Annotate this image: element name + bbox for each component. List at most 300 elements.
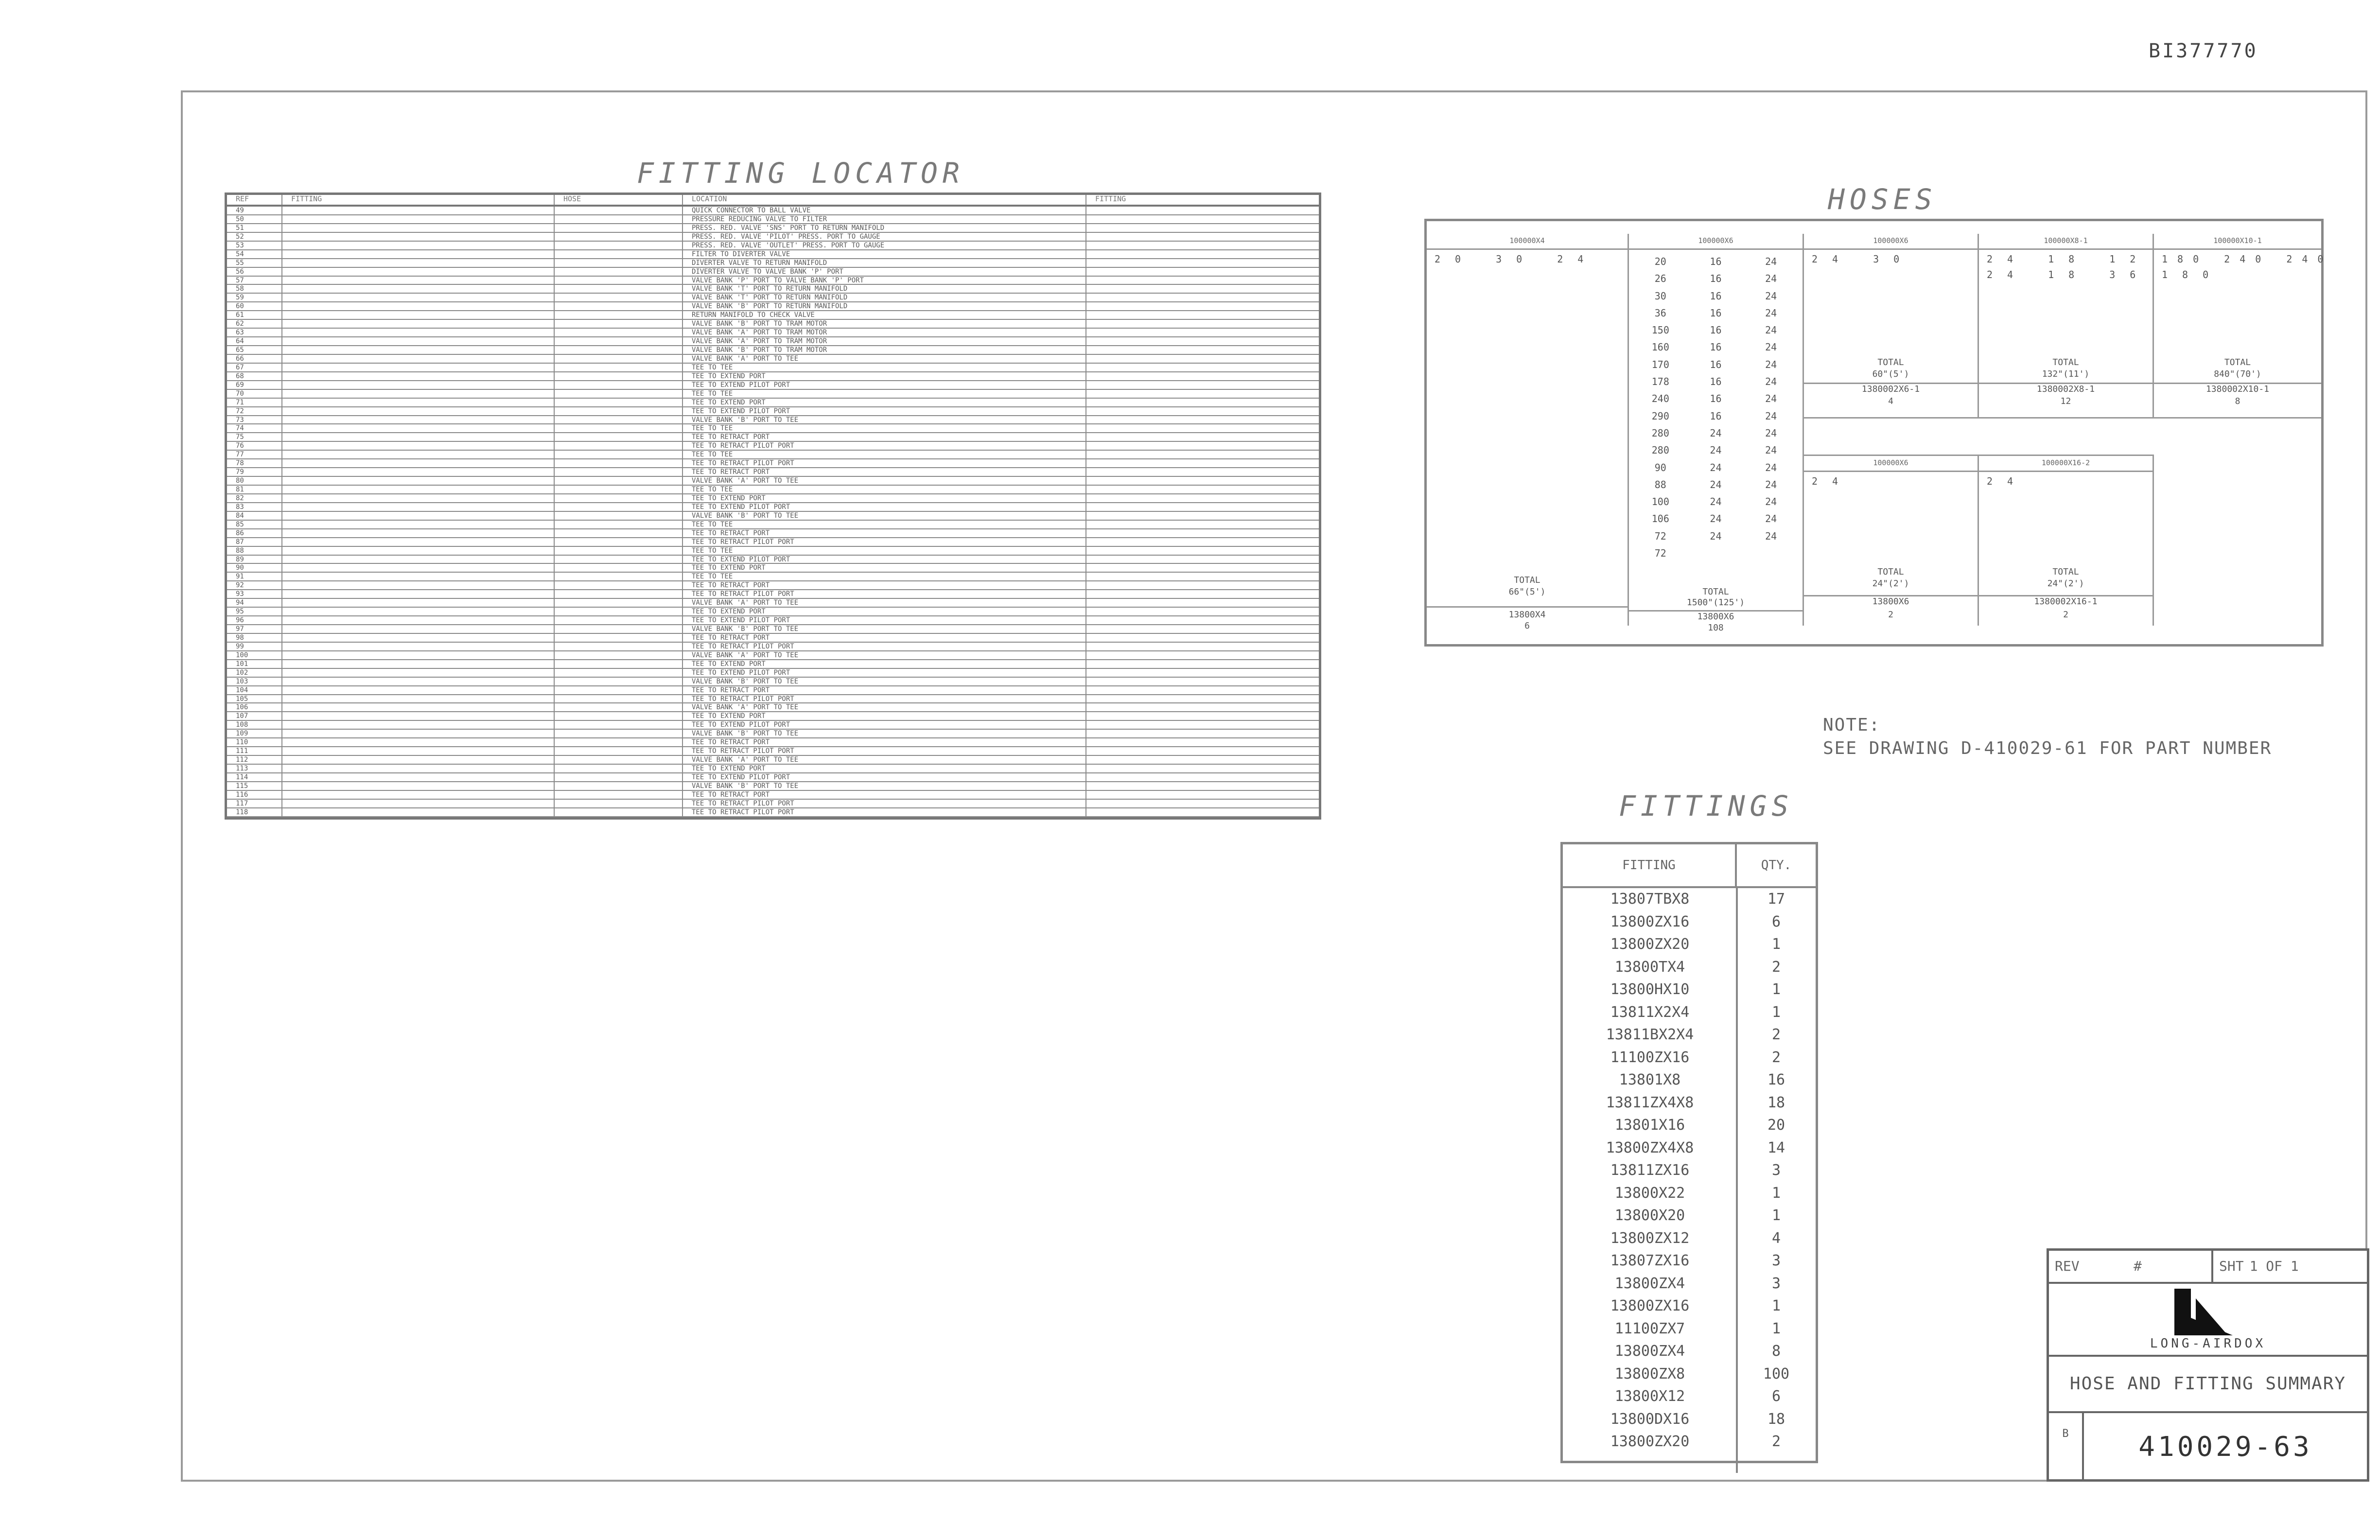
ref-cell: 60 [227, 302, 282, 310]
table-cell [555, 346, 683, 354]
hose-length-row [1633, 305, 1799, 322]
table-cell [555, 242, 683, 249]
location-cell: TEE TO RETRACT PILOT PORT [683, 643, 1086, 650]
table-cell [1086, 808, 1319, 816]
revision-row [2049, 1251, 2367, 1284]
table-cell [282, 372, 555, 380]
document-id: BI377770 [2149, 40, 2258, 62]
location-cell: VALVE BANK 'A' PORT TO TEE [683, 756, 1086, 764]
table-cell [282, 329, 555, 336]
hose-length-row [1633, 425, 1799, 442]
ref-cell: 98 [227, 634, 282, 642]
location-cell: PRESS. RED. VALVE 'PILOT' PRESS. PORT TO GAUGE [683, 233, 1086, 241]
table-row [227, 207, 1319, 215]
hose-length: 290 [1651, 410, 1669, 422]
table-row [227, 242, 1319, 250]
table-cell [1086, 695, 1319, 703]
fitting-part: 13811X2X4 [1610, 1003, 1690, 1021]
ref-cell: 104 [227, 686, 282, 694]
table-cell [1086, 721, 1319, 729]
ref-cell: 99 [227, 643, 282, 650]
table-cell [555, 660, 683, 668]
fitting-part: 13800TX4 [1614, 958, 1685, 976]
hose-length: 24 [1765, 444, 1777, 456]
table-cell [282, 468, 555, 476]
table-cell [1086, 416, 1319, 424]
location-cell: TEE TO RETRACT PILOT PORT [683, 442, 1086, 450]
fitting-qty: 6 [1771, 913, 1781, 930]
company-logo [2049, 1284, 2367, 1357]
table-cell [555, 669, 683, 677]
hose-length: 16 [1710, 341, 1722, 353]
fitting-part: 13800ZX16 [1610, 913, 1690, 930]
ref-cell: 110 [227, 738, 282, 746]
table-cell [282, 207, 555, 214]
ref-cell: 65 [227, 346, 282, 354]
hose-length: 16 [1710, 376, 1722, 388]
fitting-row [1563, 1227, 1816, 1250]
hose-length: 24 [1765, 410, 1777, 422]
fitting-row [1563, 1431, 1816, 1453]
table-row [227, 311, 1319, 320]
table-row [227, 695, 1319, 704]
fitting-qty: 100 [1763, 1365, 1790, 1382]
table-row [227, 372, 1319, 381]
hose-length-row [1633, 459, 1799, 476]
hose-length: 24 [1765, 307, 1777, 319]
ref-cell: 73 [227, 416, 282, 424]
table-cell [555, 721, 683, 729]
ref-cell: 95 [227, 608, 282, 615]
table-row [227, 494, 1319, 503]
hose-length-list [1633, 253, 1799, 562]
ref-cell: 94 [227, 599, 282, 607]
table-cell [1086, 399, 1319, 406]
table-row [227, 302, 1319, 311]
hose-quantity: 6 [1524, 621, 1530, 631]
location-cell: DIVERTER VALVE TO VALVE BANK 'P' PORT [683, 268, 1086, 276]
table-cell [1086, 337, 1319, 345]
table-row [227, 468, 1319, 477]
table-cell [555, 285, 683, 293]
table-cell [555, 250, 683, 258]
table-cell [1086, 712, 1319, 720]
table-cell [1086, 643, 1319, 650]
hose-column-header: 100000X16-2 [1979, 456, 2152, 472]
fitting-row [1563, 911, 1816, 934]
location-cell: VALVE BANK 'A' PORT TO TEE [683, 599, 1086, 607]
table-cell [555, 494, 683, 502]
table-cell [1086, 590, 1319, 598]
location-cell: TEE TO RETRACT PILOT PORT [683, 808, 1086, 816]
table-row [227, 738, 1319, 747]
location-cell: VALVE BANK 'B' PORT TO TEE [683, 625, 1086, 633]
table-cell [555, 521, 683, 528]
fitting-row [1563, 933, 1816, 956]
location-cell: VALVE BANK 'B' PORT TO TEE [683, 782, 1086, 790]
table-cell [555, 364, 683, 371]
hose-part-number: 1380002X6-1 [1804, 383, 1978, 394]
table-cell [555, 477, 683, 485]
table-cell [1086, 651, 1319, 659]
fitting-row [1563, 1340, 1816, 1363]
location-cell: VALVE BANK 'A' PORT TO TRAM MOTOR [683, 329, 1086, 336]
location-cell: TEE TO EXTEND PILOT PORT [683, 669, 1086, 677]
hose-lengths: 24 [1987, 475, 2028, 487]
table-cell [282, 791, 555, 799]
ref-cell: 88 [227, 547, 282, 555]
hose-column-x6b [1804, 234, 1979, 419]
ref-cell: 84 [227, 512, 282, 520]
fitting-part: 11100ZX16 [1610, 1049, 1690, 1066]
location-cell: TEE TO TEE [683, 573, 1086, 580]
table-cell [1086, 581, 1319, 589]
ref-cell: 61 [227, 311, 282, 319]
fitting-locator-title: FITTING LOCATOR [637, 157, 964, 190]
table-cell [555, 329, 683, 336]
hose-total-label: TOTAL [1702, 587, 1729, 597]
hose-length: 24 [1765, 256, 1777, 267]
table-cell [282, 224, 555, 232]
table-cell [282, 459, 555, 467]
hose-length-row [1633, 442, 1799, 459]
hose-quantity: 2 [2063, 610, 2068, 620]
table-row [227, 399, 1319, 407]
table-cell [555, 311, 683, 319]
hose-length: 24 [1710, 530, 1722, 542]
fittings-header [1563, 844, 1816, 888]
hose-length-row [1633, 356, 1799, 373]
fitting-qty: 3 [1771, 1162, 1781, 1179]
fitting-row [1563, 1001, 1816, 1024]
long-airdox-logo-icon [2174, 1289, 2233, 1335]
hose-total-label: TOTAL [2224, 357, 2251, 368]
hose-column-header: 100000X4 [1427, 234, 1628, 250]
ref-cell: 77 [227, 451, 282, 458]
table-row [227, 747, 1319, 756]
location-cell: TEE TO TEE [683, 451, 1086, 458]
ref-cell: 105 [227, 695, 282, 703]
table-cell [1086, 547, 1319, 555]
fitting-part: 13811ZX4X8 [1606, 1094, 1694, 1111]
table-cell [1086, 773, 1319, 781]
table-cell [555, 573, 683, 580]
hose-lengths: 24 [1812, 475, 1853, 487]
fitting-row [1563, 1295, 1816, 1318]
table-cell [1086, 433, 1319, 441]
ref-cell: 66 [227, 355, 282, 363]
table-cell [1086, 302, 1319, 310]
fitting-row [1563, 1182, 1816, 1205]
hose-length: 16 [1710, 410, 1722, 422]
fitting-qty: 1 [1771, 1184, 1781, 1202]
fitting-qty: 1 [1771, 1297, 1781, 1314]
table-row [227, 451, 1319, 459]
location-cell: VALVE BANK 'P' PORT TO VALVE BANK 'P' PORT [683, 277, 1086, 284]
table-cell [555, 215, 683, 223]
hoses-table [1424, 219, 2333, 647]
hose-length: 24 [1710, 444, 1722, 456]
hose-length: 106 [1651, 513, 1669, 525]
ref-cell: 78 [227, 459, 282, 467]
hose-length: 30 [1654, 290, 1666, 302]
table-cell [282, 364, 555, 371]
locator-column-header: LOCATION [683, 195, 1086, 205]
table-cell [282, 215, 555, 223]
table-cell [282, 669, 555, 677]
ref-cell: 49 [227, 207, 282, 214]
location-cell: TEE TO RETRACT PILOT PORT [683, 800, 1086, 807]
hose-column-x16 [1979, 455, 2154, 626]
table-cell [555, 712, 683, 720]
location-cell: TEE TO EXTEND PILOT PORT [683, 407, 1086, 415]
table-cell [1086, 625, 1319, 633]
ref-cell: 50 [227, 215, 282, 223]
table-cell [1086, 215, 1319, 223]
fitting-qty: 16 [1767, 1071, 1785, 1088]
table-cell [555, 459, 683, 467]
location-cell: TEE TO RETRACT PORT [683, 791, 1086, 799]
hose-length-row [1633, 373, 1799, 390]
table-row [227, 547, 1319, 556]
hose-length: 24 [1710, 513, 1722, 525]
ref-cell: 113 [227, 765, 282, 772]
location-cell: VALVE BANK 'B' PORT TO TEE [683, 678, 1086, 685]
table-cell [282, 390, 555, 398]
table-cell [1086, 608, 1319, 615]
table-cell [282, 573, 555, 580]
table-cell [1086, 782, 1319, 790]
ref-cell: 86 [227, 529, 282, 537]
ref-cell: 81 [227, 486, 282, 493]
fitting-row [1563, 1250, 1816, 1273]
hose-length-row [1633, 253, 1799, 270]
table-cell [1086, 259, 1319, 267]
fitting-row [1563, 1205, 1816, 1227]
hose-length-row [1633, 476, 1799, 493]
location-cell: TEE TO TEE [683, 547, 1086, 555]
ref-cell: 55 [227, 259, 282, 267]
hose-length-row [1633, 493, 1799, 510]
hose-length: 88 [1654, 478, 1666, 490]
table-cell [1086, 477, 1319, 485]
company-name: LONG-AIRDOX [2150, 1336, 2266, 1351]
ref-cell: 116 [227, 791, 282, 799]
fitting-row [1563, 1114, 1816, 1137]
table-cell [555, 556, 683, 563]
table-row [227, 529, 1319, 538]
hose-total-value: 132"(11') [2042, 369, 2090, 379]
location-cell: TEE TO TEE [683, 390, 1086, 398]
table-row [227, 608, 1319, 616]
table-cell [282, 747, 555, 755]
fitting-row [1563, 1385, 1816, 1408]
note-text: SEE DRAWING D-410029-61 FOR PART NUMBER [1823, 738, 2272, 758]
table-cell [282, 556, 555, 563]
table-cell [282, 800, 555, 807]
table-cell [555, 538, 683, 546]
ref-cell: 57 [227, 277, 282, 284]
table-cell [555, 259, 683, 267]
ref-cell: 89 [227, 556, 282, 563]
sheet-value: 1 OF 1 [2249, 1258, 2299, 1274]
table-row [227, 634, 1319, 643]
table-row [227, 773, 1319, 782]
table-cell [1086, 678, 1319, 685]
hose-length: 280 [1651, 427, 1669, 439]
table-row [227, 782, 1319, 791]
table-cell [282, 250, 555, 258]
location-cell: TEE TO EXTEND PILOT PORT [683, 773, 1086, 781]
fitting-row [1563, 979, 1816, 1001]
fitting-qty: 4 [1771, 1229, 1781, 1247]
fitting-qty: 14 [1767, 1139, 1785, 1156]
fitting-row [1563, 1408, 1816, 1431]
ref-cell: 87 [227, 538, 282, 546]
location-cell: VALVE BANK 'T' PORT TO RETURN MANIFOLD [683, 294, 1086, 301]
table-cell [555, 808, 683, 816]
table-cell [282, 503, 555, 511]
table-cell [1086, 250, 1319, 258]
table-cell [282, 634, 555, 642]
hose-quantity: 8 [2235, 396, 2240, 406]
table-row [227, 765, 1319, 773]
table-cell [282, 451, 555, 458]
table-cell [555, 207, 683, 214]
table-cell [282, 355, 555, 363]
ref-cell: 59 [227, 294, 282, 301]
hose-length: 240 [1651, 393, 1669, 405]
table-cell [555, 590, 683, 598]
hose-total-value: 840"(70') [2214, 369, 2261, 379]
ref-cell: 91 [227, 573, 282, 580]
fitting-part: 13800ZX4 [1614, 1343, 1685, 1360]
table-cell [282, 765, 555, 772]
title-block [2047, 1248, 2369, 1482]
location-cell: FILTER TO DIVERTER VALVE [683, 250, 1086, 258]
hose-total-value: 24"(2') [2047, 578, 2084, 589]
fitting-part: 13800ZX4 [1614, 1275, 1685, 1292]
table-row [227, 564, 1319, 573]
hose-lengths: 24 18 36 [1987, 269, 2151, 280]
fitting-part: 13800X22 [1614, 1184, 1685, 1202]
hose-length-row [1633, 390, 1799, 407]
table-row [227, 416, 1319, 425]
location-cell: TEE TO RETRACT PILOT PORT [683, 459, 1086, 467]
hose-length: 24 [1765, 427, 1777, 439]
ref-cell: 85 [227, 521, 282, 528]
ref-cell: 64 [227, 337, 282, 345]
hose-length: 24 [1765, 290, 1777, 302]
hose-length: 16 [1710, 256, 1722, 267]
table-cell [555, 503, 683, 511]
table-cell [282, 538, 555, 546]
table-cell [555, 686, 683, 694]
fitting-qty: 2 [1771, 1049, 1781, 1066]
ref-cell: 62 [227, 320, 282, 328]
table-cell [1086, 390, 1319, 398]
ref-cell: 76 [227, 442, 282, 450]
location-cell: TEE TO RETRACT PORT [683, 529, 1086, 537]
hose-total-value: 66"(5') [1508, 587, 1546, 597]
hose-length-row [1633, 288, 1799, 305]
table-cell [282, 442, 555, 450]
hose-length-row [1633, 322, 1799, 339]
location-cell: TEE TO EXTEND PORT [683, 765, 1086, 772]
hose-length: 16 [1710, 324, 1722, 336]
hose-length: 24 [1765, 513, 1777, 525]
table-cell [282, 678, 555, 685]
fitting-part: 13801X16 [1614, 1117, 1685, 1134]
table-cell [282, 773, 555, 781]
ref-cell: 58 [227, 285, 282, 293]
ref-cell: 52 [227, 233, 282, 241]
table-cell [1086, 346, 1319, 354]
table-row [227, 712, 1319, 721]
ref-cell: 97 [227, 625, 282, 633]
table-cell [555, 529, 683, 537]
table-cell [282, 721, 555, 729]
location-cell: TEE TO EXTEND PORT [683, 660, 1086, 668]
table-cell [555, 599, 683, 607]
table-cell [282, 738, 555, 746]
hose-length: 178 [1651, 376, 1669, 388]
table-cell [555, 355, 683, 363]
table-row [227, 756, 1319, 765]
hose-length: 24 [1765, 324, 1777, 336]
table-cell [555, 800, 683, 807]
location-cell: TEE TO TEE [683, 424, 1086, 432]
fitting-qty: 6 [1771, 1388, 1781, 1405]
ref-cell: 70 [227, 390, 282, 398]
fitting-part: 13800ZX4X8 [1606, 1139, 1694, 1156]
table-cell [282, 477, 555, 485]
hose-total-label: TOTAL [1877, 567, 1904, 577]
location-cell: TEE TO TEE [683, 364, 1086, 371]
table-cell [282, 486, 555, 493]
table-cell [1086, 207, 1319, 214]
location-cell: VALVE BANK 'T' PORT TO RETURN MANIFOLD [683, 285, 1086, 293]
table-row [227, 433, 1319, 442]
table-cell [282, 285, 555, 293]
location-cell: TEE TO RETRACT PORT [683, 468, 1086, 476]
table-cell [555, 399, 683, 406]
hose-column-header: 100000X6 [1804, 234, 1978, 250]
ref-cell: 53 [227, 242, 282, 249]
fitting-row [1563, 1159, 1816, 1182]
location-cell: TEE TO EXTEND PORT [683, 712, 1086, 720]
ref-cell: 68 [227, 372, 282, 380]
table-cell [282, 590, 555, 598]
hose-quantity: 108 [1708, 623, 1724, 633]
table-cell [555, 547, 683, 555]
table-row [227, 590, 1319, 599]
hose-length: 24 [1765, 376, 1777, 388]
table-cell [282, 381, 555, 389]
ref-cell: 103 [227, 678, 282, 685]
hose-column-x10 [2154, 234, 2333, 419]
ref-cell: 118 [227, 808, 282, 816]
location-cell: TEE TO RETRACT PORT [683, 581, 1086, 589]
table-cell [282, 320, 555, 328]
ref-cell: 107 [227, 712, 282, 720]
table-cell [282, 433, 555, 441]
table-cell [555, 224, 683, 232]
table-row [227, 581, 1319, 590]
table-cell [1086, 468, 1319, 476]
table-cell [1086, 747, 1319, 755]
hose-length: 20 [1654, 256, 1666, 267]
